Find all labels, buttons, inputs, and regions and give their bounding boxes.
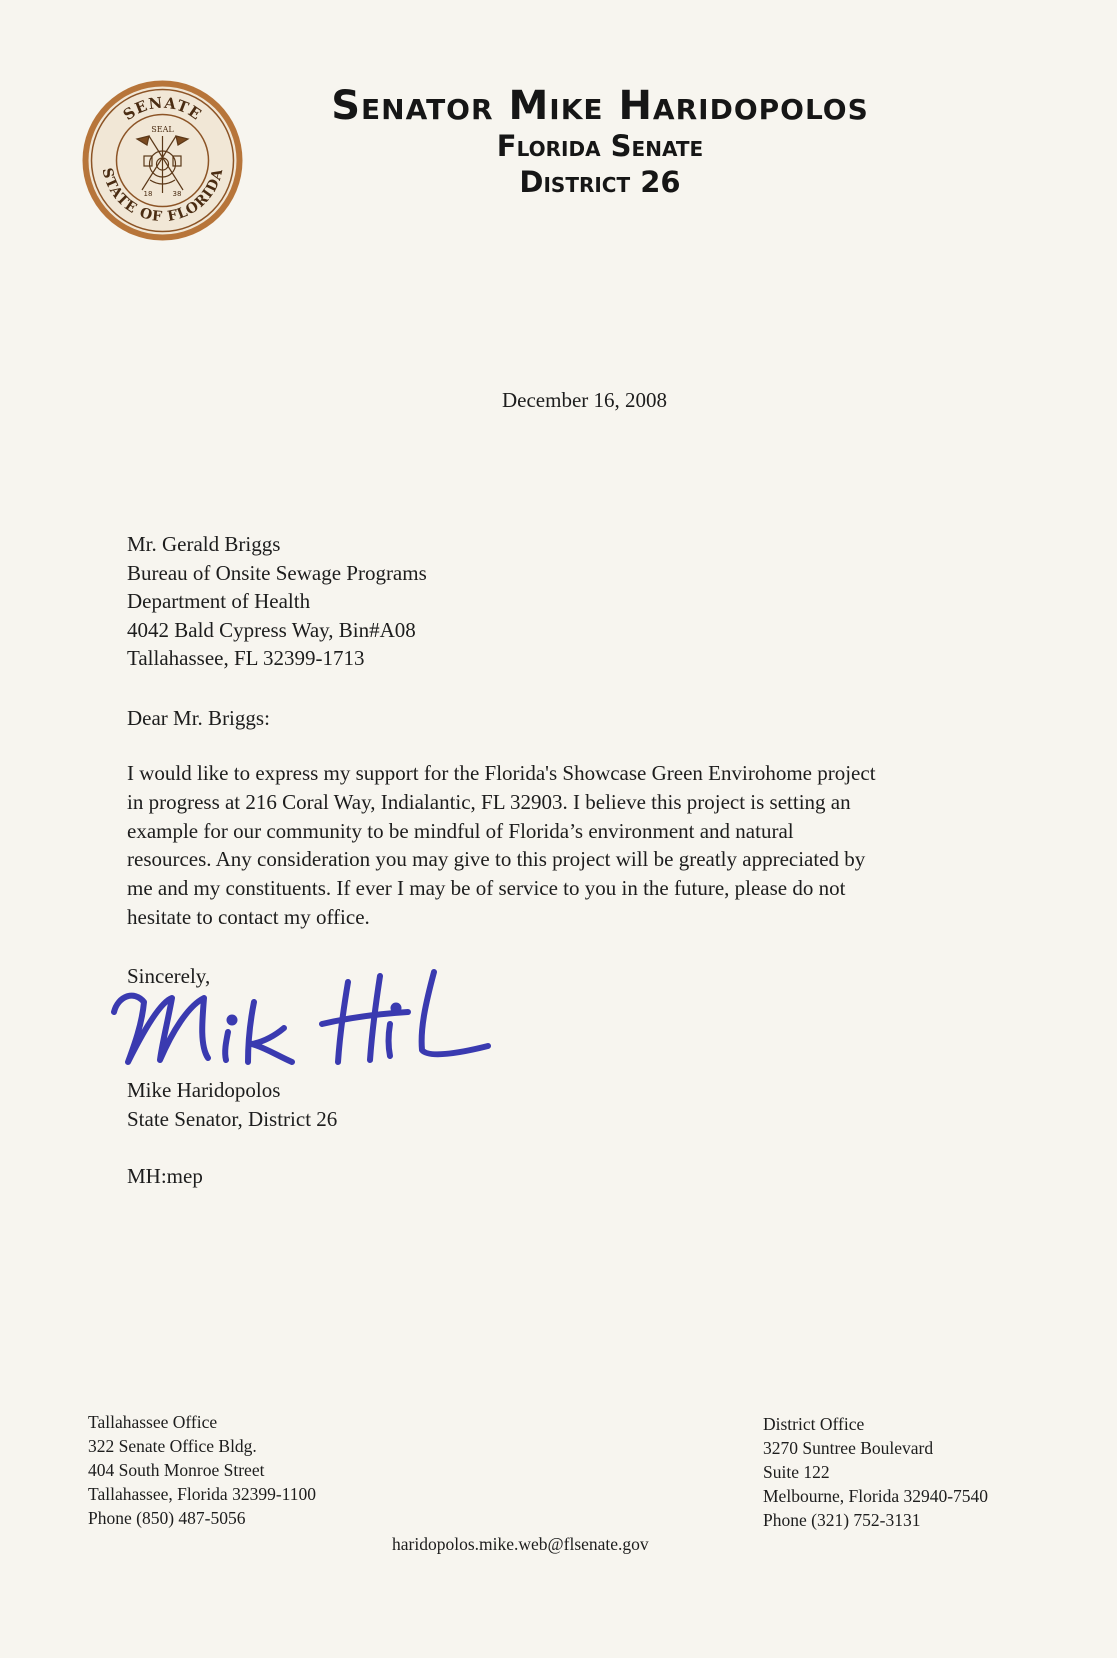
body-line: in progress at 216 Coral Way, Indialantic, FL 32903. I believe this project is setting an bbox=[127, 789, 851, 814]
footer-line: Tallahassee Office bbox=[88, 1412, 218, 1432]
seal-inner-text: SEAL bbox=[151, 125, 174, 134]
district-name: District 26 bbox=[519, 165, 681, 199]
seal-top-text: SENATE bbox=[119, 93, 206, 125]
body-line: I would like to express my support for the Florida's Showcase Green Envirohome project bbox=[127, 761, 876, 785]
handwritten-signature bbox=[108, 962, 500, 1072]
recipient-line: 4042 Bald Cypress Way, Bin#A08 bbox=[127, 617, 416, 642]
seal-year-right: 38 bbox=[172, 190, 182, 198]
recipient-address bbox=[127, 530, 427, 673]
footer-line: 322 Senate Office Bldg. bbox=[88, 1436, 257, 1456]
typist-initials: MH:mep bbox=[127, 1164, 203, 1188]
letter-body bbox=[127, 759, 1027, 932]
signature-block bbox=[127, 1076, 337, 1133]
closing: Sincerely, bbox=[127, 964, 211, 988]
footer-line: District Office bbox=[763, 1414, 865, 1434]
signer-title: State Senator, District 26 bbox=[127, 1106, 338, 1131]
seal-bottom-text: STATE OF FLORIDA bbox=[98, 166, 227, 226]
footer-line: Melbourne, Florida 32940-7540 bbox=[763, 1486, 989, 1506]
recipient-line: Bureau of Onsite Sewage Programs bbox=[127, 560, 427, 585]
contact-email: haridopolos.mike.web@flsenate.gov bbox=[392, 1534, 649, 1554]
seal-year-left: 18 bbox=[143, 190, 153, 198]
salutation: Dear Mr. Briggs: bbox=[127, 706, 270, 730]
footer-line: Suite 122 bbox=[763, 1462, 830, 1482]
recipient-line: Department of Health bbox=[127, 589, 311, 613]
senator-name: Senator Mike Haridopolos bbox=[331, 83, 869, 129]
body-line: hesitate to contact my office. bbox=[127, 904, 370, 929]
district-office-address bbox=[763, 1412, 988, 1532]
chamber-name: Florida Senate bbox=[496, 129, 704, 163]
body-line: resources. Any consideration you may give to this project will be greatly appreciated by bbox=[127, 847, 866, 872]
footer-line: 3270 Suntree Boulevard bbox=[763, 1438, 934, 1458]
recipient-line: Mr. Gerald Briggs bbox=[127, 532, 281, 556]
letter-date: December 16, 2008 bbox=[502, 388, 668, 412]
signer-name: Mike Haridopolos bbox=[127, 1078, 281, 1102]
footer-line: 404 South Monroe Street bbox=[88, 1460, 265, 1480]
body-line: example for our community to be mindful of Florida’s environment and natural bbox=[127, 818, 794, 843]
tallahassee-office-address bbox=[88, 1410, 316, 1530]
letterhead bbox=[240, 84, 960, 200]
footer-line: Tallahassee, Florida 32399-1100 bbox=[88, 1484, 317, 1504]
body-line: me and my constituents. If ever I may be of service to you in the future, please do not bbox=[127, 876, 846, 901]
footer-line: Phone (850) 487-5056 bbox=[88, 1508, 246, 1528]
recipient-line: Tallahassee, FL 32399-1713 bbox=[127, 646, 365, 670]
senate-seal-icon bbox=[80, 78, 245, 243]
footer-line: Phone (321) 752-3131 bbox=[763, 1510, 921, 1530]
